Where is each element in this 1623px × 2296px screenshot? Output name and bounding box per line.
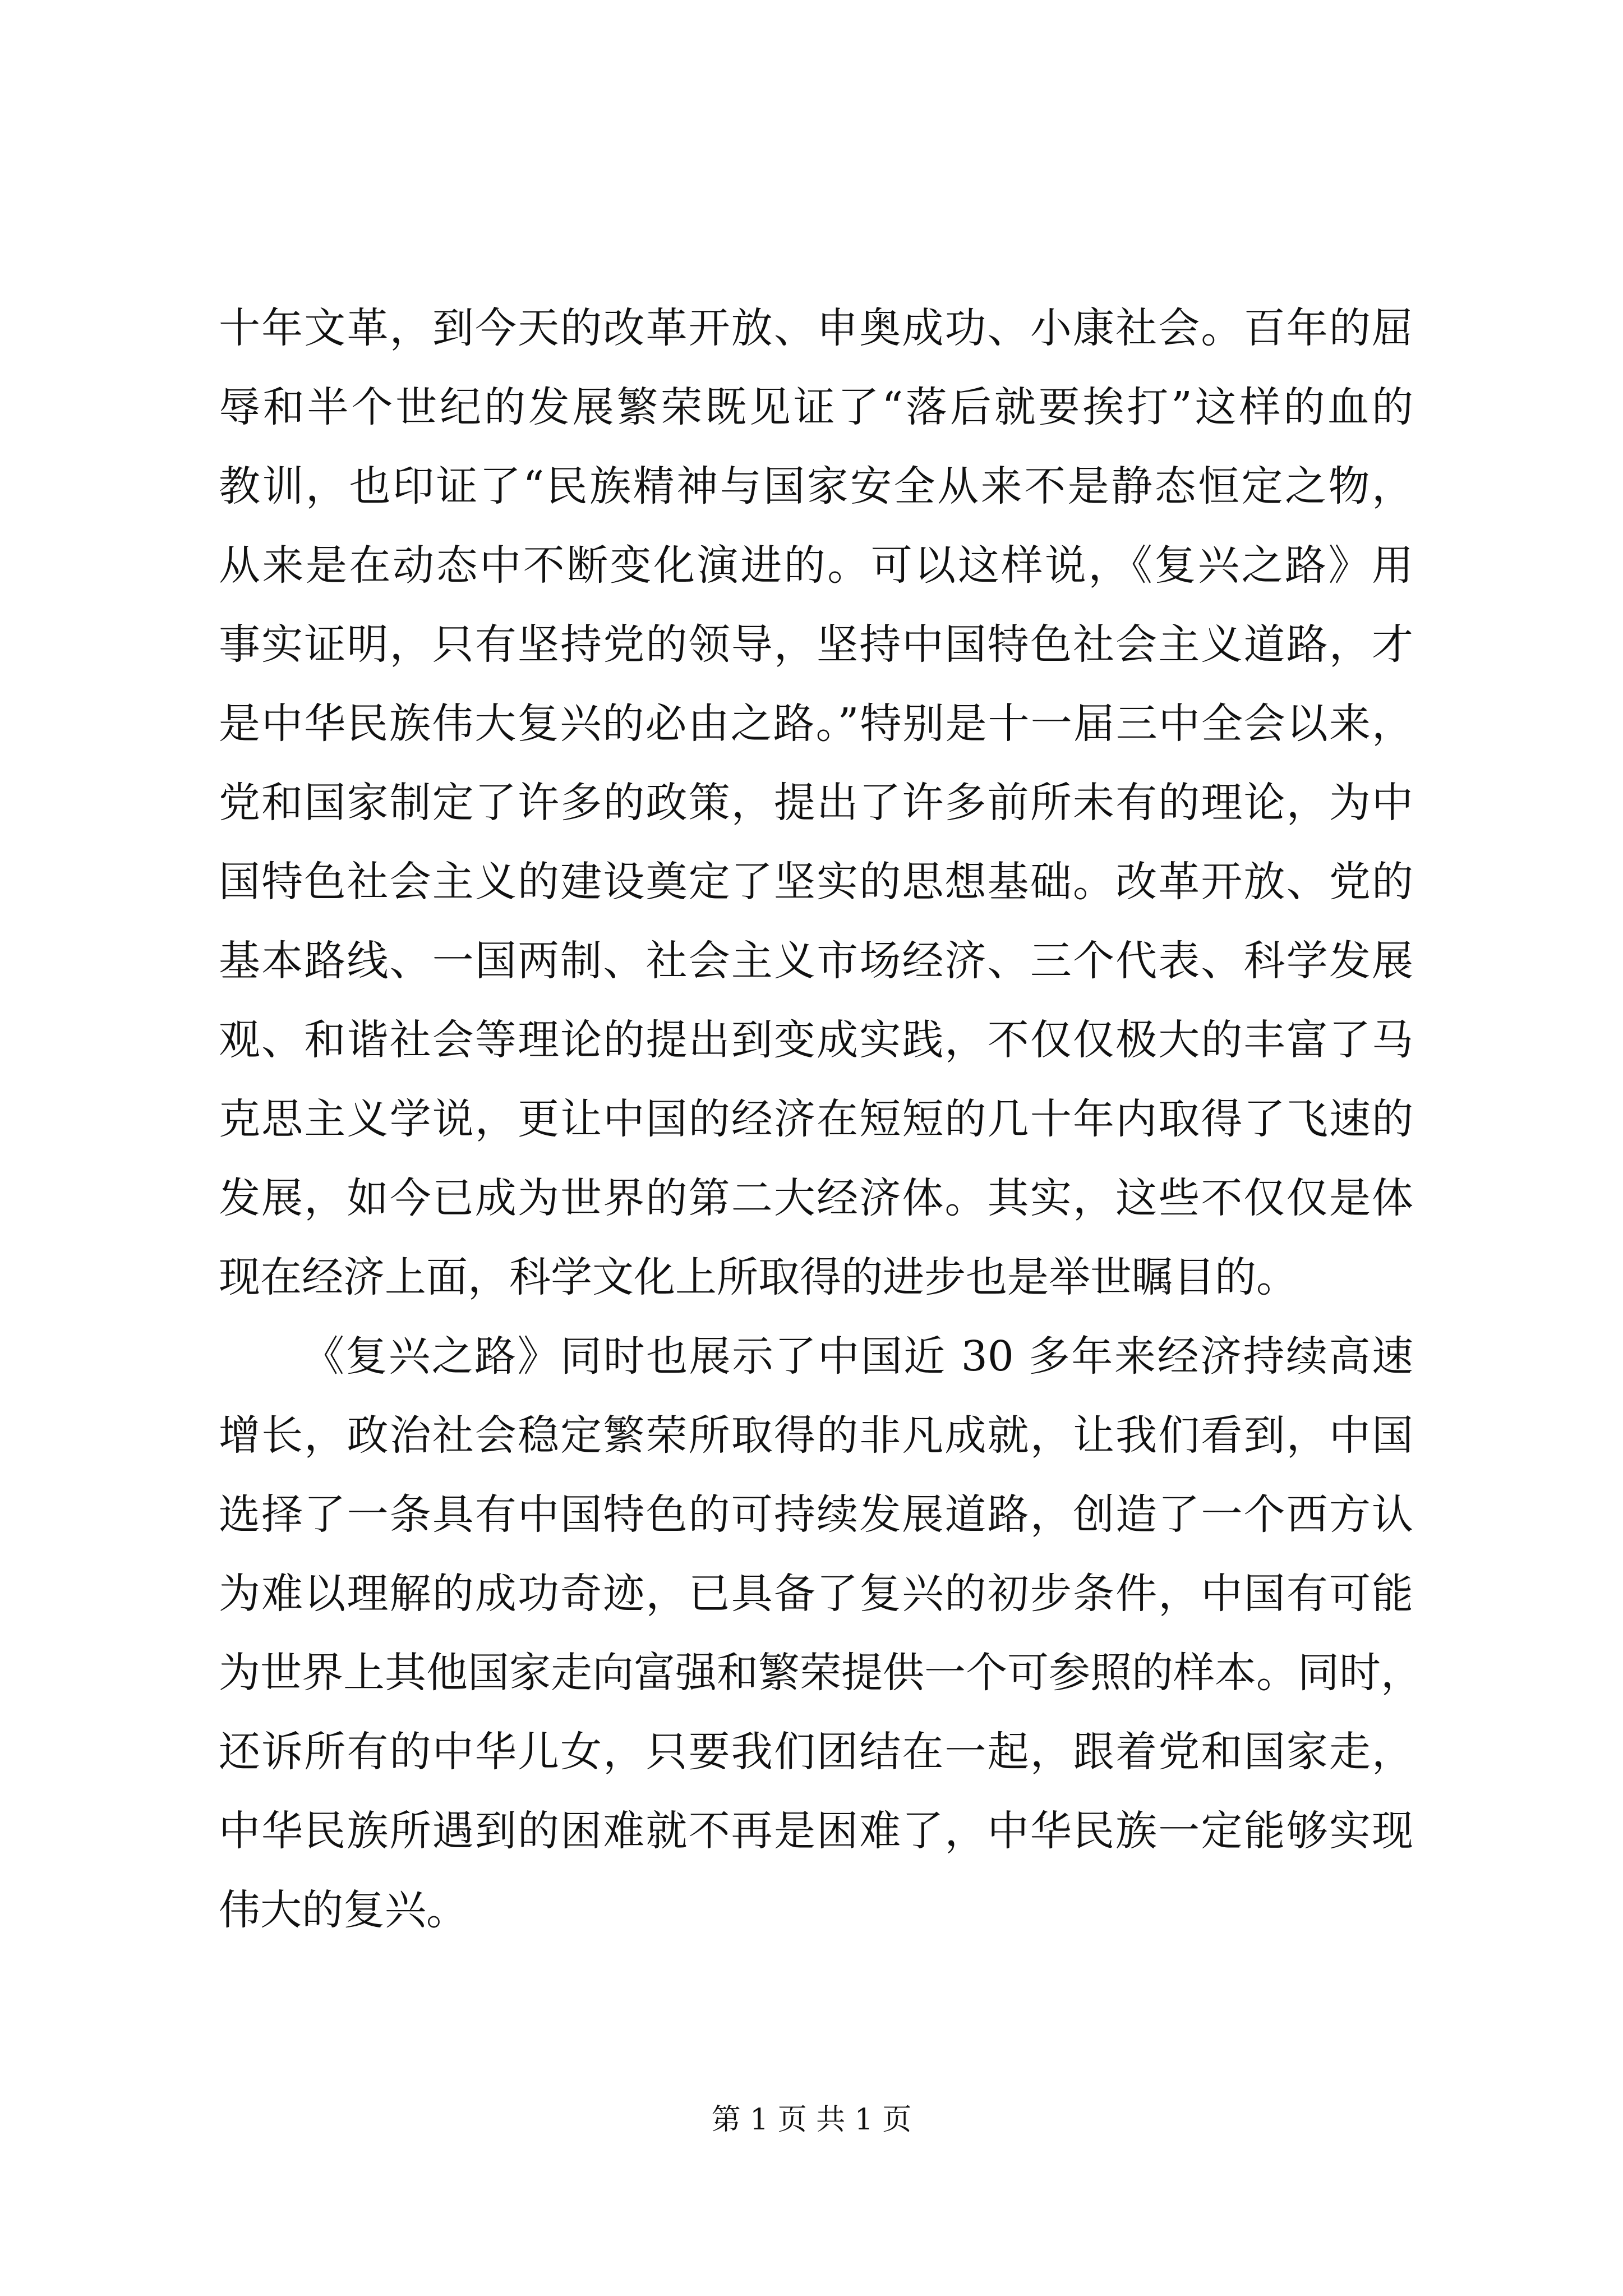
paragraph-2-line: 伟大的复兴。	[219, 1886, 468, 1934]
paragraph-1-line: 党和国家制定了许多的政策，提出了许多前所未有的理论，为中	[219, 779, 1413, 827]
paragraph-1-line: 是中华民族伟大复兴的必由之路。”特别是十一届三中全会以来，	[219, 700, 1413, 748]
paragraph-1-line: 发展，如今已成为世界的第二大经济体。其实，这些不仅仅是体	[219, 1174, 1413, 1222]
paragraph-1-line: 现在经济上面，科学文化上所取得的进步也是举世瞩目的。	[219, 1253, 1298, 1301]
paragraph-1-line: 克思主义学说，更让中国的经济在短短的几十年内取得了飞速的	[219, 1095, 1413, 1143]
paragraph-1-line: 事实证明，只有坚持党的领导，坚持中国特色社会主义道路，才	[219, 620, 1413, 669]
paragraph-1-line: 教训，也印证了“民族精神与国家安全从来不是静态恒定之物，	[219, 462, 1413, 510]
paragraph-1-line: 基本路线、一国两制、社会主义市场经济、三个代表、科学发展	[219, 937, 1413, 985]
paragraph-1-line: 辱和半个世纪的发展繁荣既见证了“落后就要挨打”这样的血的	[219, 383, 1413, 431]
paragraph-1-line: 十年文革，到今天的改革开放、申奥成功、小康社会。百年的屈	[219, 304, 1413, 352]
paragraph-2-line: 增长，政治社会稳定繁荣所取得的非凡成就，让我们看到，中国	[219, 1411, 1413, 1460]
paragraph-2-line: 中华民族所遇到的困难就不再是困难了，中华民族一定能够实现	[219, 1807, 1413, 1855]
paragraph-2-line: 《复兴之路》同时也展示了中国近 30 多年来经济持续高速	[303, 1332, 1413, 1381]
paragraph-1-line: 从来是在动态中不断变化演进的。可以这样说，《复兴之路》用	[219, 541, 1413, 590]
body-text	[219, 289, 1422, 1950]
paragraph-2-line: 为世界上其他国家走向富强和繁荣提供一个可参照的样本。同时，	[219, 1649, 1422, 1697]
page-number-footer: 第 1 页 共 1 页	[711, 2103, 912, 2137]
paragraph-1-line: 国特色社会主义的建设奠定了坚实的思想基础。改革开放、党的	[219, 858, 1413, 906]
paragraph-2-line: 选择了一条具有中国特色的可持续发展道路，创造了一个西方认	[219, 1490, 1413, 1539]
paragraph-1-line: 观、和谐社会等理论的提出到变成实践，不仅仅极大的丰富了马	[219, 1016, 1413, 1064]
paragraph-2-line: 为难以理解的成功奇迹，已具备了复兴的初步条件，中国有可能	[219, 1570, 1413, 1618]
paragraph-2-line: 还诉所有的中华儿女，只要我们团结在一起，跟着党和国家走，	[219, 1728, 1413, 1776]
